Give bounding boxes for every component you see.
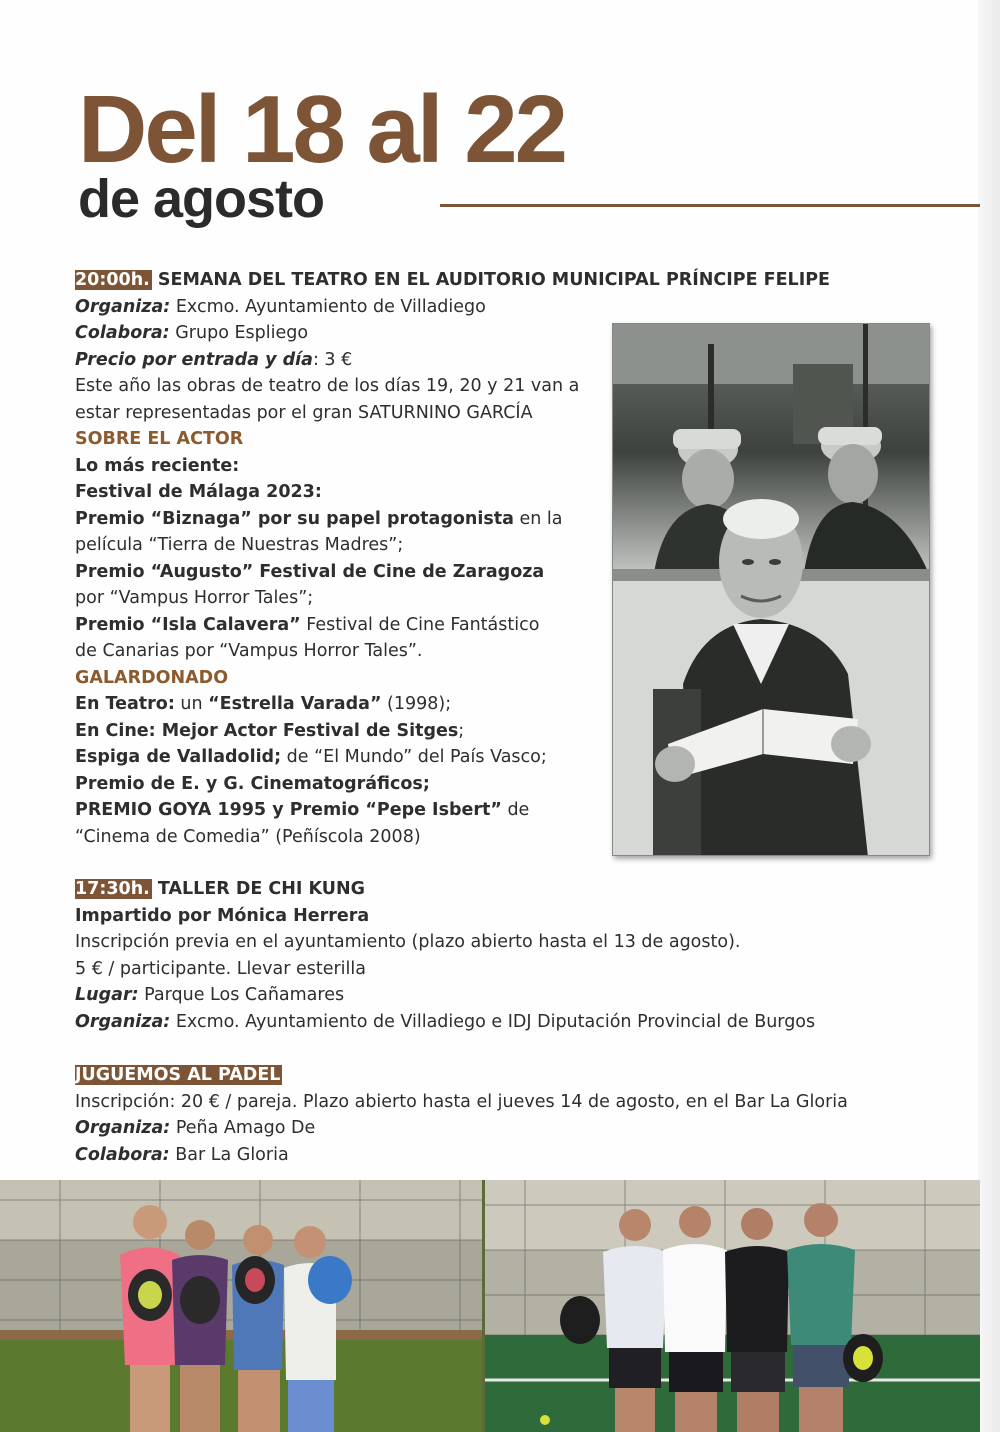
event-chi-kung	[75, 876, 935, 1035]
description-line: Este año las obras de teatro de los días 19, 20 y 21 van a	[75, 376, 580, 396]
award-line: película “Tierra de Nuestras Madres”;	[75, 535, 404, 555]
event-padel-heading	[75, 1062, 935, 1089]
event-chi-kung-heading	[75, 876, 935, 903]
event-title: TALLER DE CHI KUNG	[151, 879, 365, 899]
award-line: PREMIO GOYA 1995 y Premio “Pepe Isbert” de	[75, 800, 530, 820]
time-badge: 17:30h.	[75, 879, 150, 899]
award-line: En Teatro: un “Estrella Varada” (1998);	[75, 694, 452, 714]
organizer-line: Organiza: Peña Amago De	[75, 1118, 316, 1138]
month-subtitle: de agosto	[78, 169, 325, 229]
instructor-line: Impartido por Mónica Herrera	[75, 905, 370, 926]
price-line: Precio por entrada y día: 3 €	[75, 349, 353, 370]
date-range-title: Del 18 al 22	[78, 76, 566, 183]
award-line: En Cine: Mejor Actor Festival de Sitges;	[75, 720, 465, 741]
award-line: “Cinema de Comedia” (Peñíscola 2008)	[75, 826, 421, 847]
award-line: Premio “Biznaga” por su papel protagonista en la	[75, 508, 563, 529]
collaborator-line: Colabora: Grupo Espliego	[75, 323, 309, 343]
event-theatre-heading	[75, 267, 935, 294]
collaborator-line: Colabora: Bar La Gloria	[75, 1144, 289, 1165]
event-padel	[75, 1062, 935, 1168]
registration-line: Inscripción: 20 € / pareja. Plazo abierto hasta el jueves 14 de agosto, en el Bar La Gloria	[75, 1091, 848, 1112]
organizer-line: Organiza: Excmo. Ayuntamiento de Villadiego e IDJ Diputación Provincial de Burgos	[75, 1011, 816, 1032]
actor-photo	[612, 323, 930, 856]
title-divider	[440, 204, 980, 207]
award-line: Premio “Augusto” Festival de Cine de Zaragoza	[75, 561, 545, 582]
festival-label: Festival de Málaga 2023:	[75, 482, 322, 502]
padel-women-photo	[0, 1180, 482, 1432]
registration-line: Inscripción previa en el ayuntamiento (plazo abierto hasta el 13 de agosto).	[75, 932, 741, 952]
award-line: Premio de E. y G. Cinematográficos;	[75, 773, 430, 794]
event-title-badge: JUGUEMOS AL PÁDEL	[75, 1065, 281, 1085]
award-line: de Canarias por “Vampus Horror Tales”.	[75, 641, 423, 661]
time-badge: 20:00h.	[75, 270, 150, 290]
page-edge	[978, 0, 1000, 1432]
award-line: Espiga de Valladolid; de “El Mundo” del País Vasco;	[75, 747, 547, 767]
event-title: SEMANA DEL TEATRO EN EL AUDITORIO MUNICIPAL PRÍNCIPE FELIPE	[151, 270, 830, 290]
award-line: por “Vampus Horror Tales”;	[75, 588, 314, 608]
organizer-line: Organiza: Excmo. Ayuntamiento de Villadiego	[75, 296, 486, 317]
award-line: Premio “Isla Calavera” Festival de Cine Fantástico	[75, 614, 540, 635]
padel-men-photo	[485, 1180, 980, 1432]
recent-label: Lo más reciente:	[75, 455, 240, 476]
price-line: 5 € / participante. Llevar esterilla	[75, 958, 366, 979]
location-line: Lugar: Parque Los Cañamares	[75, 985, 345, 1005]
description-line: estar representadas por el gran SATURNINO GARCÍA	[75, 402, 533, 423]
section-heading-actor: SOBRE EL ACTOR	[75, 429, 244, 449]
section-heading-awards: GALARDONADO	[75, 667, 229, 688]
